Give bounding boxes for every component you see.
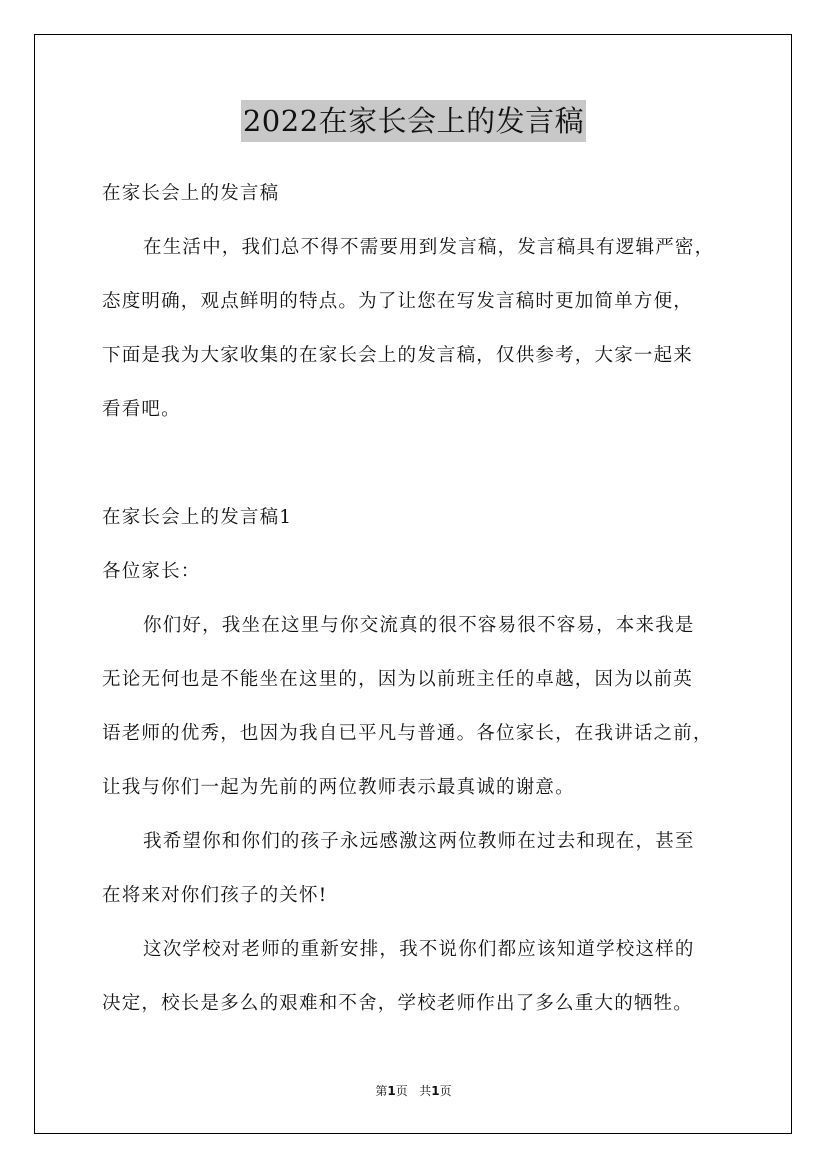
intro-line-2: 态度明确，观点鲜明的特点。为了让您在写发言稿时更加简单方便， xyxy=(102,291,694,312)
paragraph3-line-2: 决定，校长是多么的艰难和不舍，学校老师作出了多么重大的牺牲。 xyxy=(102,993,694,1014)
paragraph2-line-2: 在将来对你们孩子的关怀! xyxy=(102,885,328,906)
paragraph1-line-2: 无论无何也是不能坐在这里的，因为以前班主任的卓越，因为以前英 xyxy=(102,669,694,690)
document-body xyxy=(102,172,742,1036)
page-footer xyxy=(0,1082,827,1099)
paragraph2-line-1: 我希望你和你们的孩子永远感激这两位教师在过去和现在，甚至 xyxy=(143,831,695,852)
total-suffix: 页 xyxy=(439,1084,452,1098)
page-number: 1 xyxy=(387,1084,396,1098)
intro-line-4: 看看吧。 xyxy=(102,399,181,420)
subtitle: 在家长会上的发言稿 xyxy=(102,183,280,204)
document-title: 2022在家长会上的发言稿 xyxy=(241,100,586,142)
spacer xyxy=(102,442,742,496)
intro-line-1: 在生活中，我们总不得不需要用到发言稿，发言稿具有逻辑严密， xyxy=(143,237,715,258)
paragraph1-line-4: 让我与你们一起为先前的两位教师表示最真诚的谢意。 xyxy=(102,777,575,798)
salutation: 各位家长： xyxy=(102,561,201,582)
page-suffix: 页 xyxy=(395,1084,408,1098)
page-prefix: 第 xyxy=(375,1084,388,1098)
title-wrap xyxy=(0,100,827,142)
total-prefix: 共 xyxy=(419,1084,432,1098)
intro-line-3: 下面是我为大家收集的在家长会上的发言稿，仅供参考，大家一起来 xyxy=(102,345,694,366)
paragraph1-line-1: 你们好，我坐在这里与你交流真的很不容易很不容易，本来我是 xyxy=(143,615,695,636)
paragraph3-line-1: 这次学校对老师的重新安排，我不说你们都应该知道学校这样的 xyxy=(143,939,695,960)
paragraph1-line-3: 语老师的优秀，也因为我自已平凡与普通。各位家长，在我讲话之前， xyxy=(102,723,713,744)
section-heading: 在家长会上的发言稿1 xyxy=(102,507,293,528)
total-number: 1 xyxy=(431,1084,440,1098)
